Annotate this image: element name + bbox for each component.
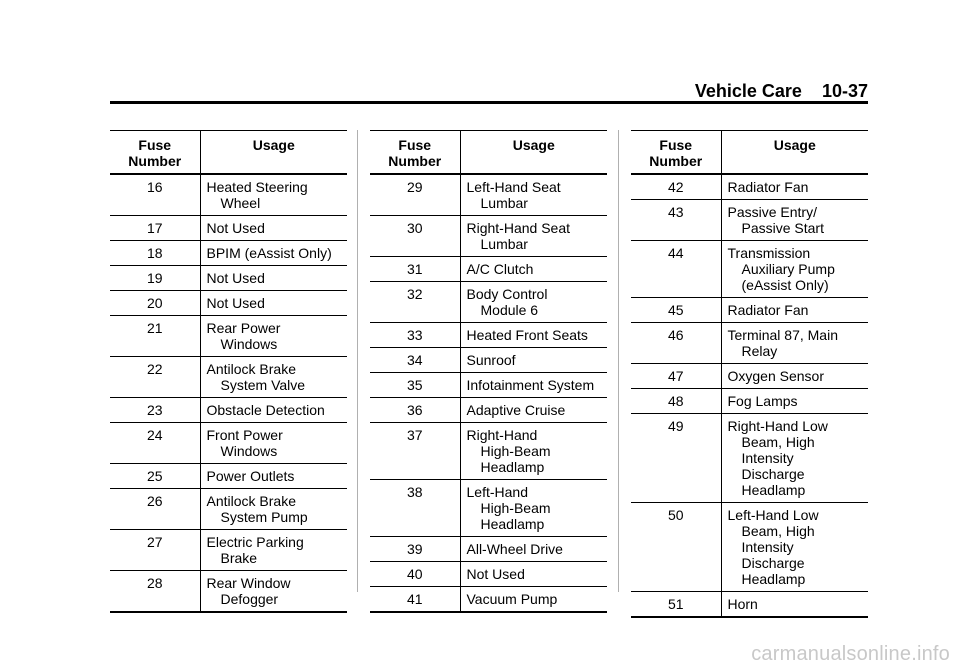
usage-line: Obstacle Detection: [206, 402, 325, 418]
table-row: [370, 587, 607, 613]
header-usage: Usage: [460, 131, 607, 175]
fuse-number-cell: 50: [631, 503, 721, 592]
usage-cell: [200, 266, 347, 291]
table-body: [631, 174, 868, 617]
fuse-number-cell: 33: [370, 323, 460, 348]
section-title: Vehicle Care: [694, 81, 802, 101]
usage-line: Brake: [220, 550, 258, 566]
page-header-title: [695, 82, 868, 100]
fuse-number-cell: 42: [631, 174, 721, 200]
usage-line: Windows: [220, 443, 278, 459]
fuse-number-cell: 46: [631, 323, 721, 364]
usage-cell: [200, 216, 347, 241]
header-usage: Usage: [721, 131, 868, 175]
usage-cell: [460, 373, 607, 398]
usage-cell: [200, 464, 347, 489]
fuse-number-cell: 48: [631, 389, 721, 414]
usage-cell: [721, 364, 868, 389]
table-body: [110, 174, 347, 612]
usage-line: Left-Hand Seat: [466, 179, 561, 195]
fuse-number-cell: 34: [370, 348, 460, 373]
fuse-number-cell: 20: [110, 291, 200, 316]
table-row: [370, 282, 607, 323]
fuse-number-cell: 28: [110, 571, 200, 613]
usage-line: Electric Parking: [206, 534, 304, 550]
usage-line: High-Beam: [480, 443, 551, 459]
usage-cell: [200, 398, 347, 423]
usage-line: Discharge: [741, 466, 805, 482]
table-row: [370, 562, 607, 587]
table-row: [110, 357, 347, 398]
fuse-number-cell: 24: [110, 423, 200, 464]
fuse-number-cell: 40: [370, 562, 460, 587]
usage-cell: [460, 587, 607, 613]
usage-line: Antilock Brake: [206, 493, 296, 509]
fuse-number-cell: 18: [110, 241, 200, 266]
fuse-number-cell: 44: [631, 241, 721, 298]
header-fuse-number: Fuse Number: [370, 131, 460, 175]
usage-line: Headlamp: [480, 459, 545, 475]
fuse-number-cell: 45: [631, 298, 721, 323]
fuse-number-cell: 38: [370, 480, 460, 537]
header-usage: Usage: [200, 131, 347, 175]
table-row: [110, 489, 347, 530]
fuse-number-cell: 19: [110, 266, 200, 291]
usage-cell: [721, 592, 868, 618]
fuse-number-cell: 37: [370, 423, 460, 480]
page-number: 10-37: [821, 81, 868, 101]
table-row: [370, 398, 607, 423]
table-row: [631, 323, 868, 364]
usage-cell: [721, 389, 868, 414]
table-row: [110, 464, 347, 489]
usage-line: Right-Hand Seat: [466, 220, 571, 236]
table-row: [370, 216, 607, 257]
usage-line: A/C Clutch: [466, 261, 534, 277]
column-divider: [618, 130, 619, 592]
fuse-number-cell: 49: [631, 414, 721, 503]
usage-cell: [200, 241, 347, 266]
usage-line: Oxygen Sensor: [727, 368, 824, 384]
usage-cell: [721, 414, 868, 503]
usage-line: Vacuum Pump: [466, 591, 558, 607]
fuse-number-cell: 27: [110, 530, 200, 571]
usage-cell: [200, 316, 347, 357]
table-row: [110, 291, 347, 316]
usage-line: Passive Start: [741, 220, 824, 236]
table-row: [370, 373, 607, 398]
table-row: [370, 423, 607, 480]
usage-cell: [200, 174, 347, 216]
usage-cell: [460, 257, 607, 282]
usage-line: Not Used: [206, 295, 265, 311]
fuse-number-cell: 23: [110, 398, 200, 423]
usage-cell: [721, 298, 868, 323]
usage-line: Antilock Brake: [206, 361, 296, 377]
table-header-row: [110, 131, 347, 175]
usage-line: Right-Hand: [466, 427, 538, 443]
usage-line: Lumbar: [480, 236, 528, 252]
table-row: [631, 414, 868, 503]
table-row: [631, 364, 868, 389]
table-row: [631, 592, 868, 618]
usage-cell: [460, 323, 607, 348]
usage-cell: [200, 571, 347, 613]
usage-line: Rear Power: [206, 320, 281, 336]
table-row: [631, 174, 868, 200]
usage-line: Lumbar: [480, 195, 528, 211]
table-row: [370, 348, 607, 373]
table-row: [370, 257, 607, 282]
fuse-number-cell: 39: [370, 537, 460, 562]
page-header: [110, 82, 868, 104]
usage-line: Sunroof: [466, 352, 516, 368]
usage-line: Headlamp: [741, 482, 806, 498]
usage-line: Radiator Fan: [727, 179, 809, 195]
usage-line: Headlamp: [480, 516, 545, 532]
fuse-number-cell: 16: [110, 174, 200, 216]
table-row: [110, 571, 347, 613]
usage-cell: [460, 174, 607, 216]
fuse-number-cell: 21: [110, 316, 200, 357]
table-row: [110, 423, 347, 464]
usage-line: Left-Hand Low: [727, 507, 819, 523]
table-row: [631, 389, 868, 414]
table-row: [370, 480, 607, 537]
usage-cell: [460, 562, 607, 587]
fuse-number-cell: 31: [370, 257, 460, 282]
fuse-number-cell: 32: [370, 282, 460, 323]
fuse-table: [110, 130, 347, 613]
usage-line: High-Beam: [480, 500, 551, 516]
usage-line: Transmission: [727, 245, 811, 261]
usage-line: System Pump: [220, 509, 308, 525]
table-row: [110, 398, 347, 423]
fuse-number-cell: 25: [110, 464, 200, 489]
usage-cell: [721, 200, 868, 241]
table-row: [631, 503, 868, 592]
usage-line: Not Used: [206, 220, 265, 236]
usage-cell: [200, 489, 347, 530]
usage-cell: [721, 174, 868, 200]
usage-line: Radiator Fan: [727, 302, 809, 318]
usage-line: Rear Window: [206, 575, 291, 591]
usage-line: All-Wheel Drive: [466, 541, 563, 557]
table-row: [110, 174, 347, 216]
fuse-number-cell: 26: [110, 489, 200, 530]
fuse-number-cell: 29: [370, 174, 460, 216]
table-row: [110, 530, 347, 571]
usage-cell: [200, 530, 347, 571]
usage-cell: [460, 398, 607, 423]
table-header-row: [370, 131, 607, 175]
usage-cell: [721, 503, 868, 592]
usage-cell: [460, 423, 607, 480]
usage-line: BPIM (eAssist Only): [206, 245, 332, 261]
usage-line: Body Control: [466, 286, 548, 302]
usage-line: Not Used: [466, 566, 525, 582]
watermark: carmanualsonline.info: [751, 643, 950, 665]
usage-line: Adaptive Cruise: [466, 402, 566, 418]
fuse-number-cell: 30: [370, 216, 460, 257]
table-row: [370, 537, 607, 562]
table-row: [631, 200, 868, 241]
fuse-number-cell: 17: [110, 216, 200, 241]
fuse-number-cell: 22: [110, 357, 200, 398]
usage-line: Windows: [220, 336, 278, 352]
fuse-number-cell: 47: [631, 364, 721, 389]
fuse-number-cell: 41: [370, 587, 460, 613]
fuse-number-cell: 43: [631, 200, 721, 241]
usage-line: Discharge: [741, 555, 805, 571]
table-header-row: [631, 131, 868, 175]
fuse-number-cell: 36: [370, 398, 460, 423]
usage-cell: [721, 323, 868, 364]
header-fuse-number: Fuse Number: [631, 131, 721, 175]
table-row: [110, 216, 347, 241]
usage-line: Left-Hand: [466, 484, 528, 500]
usage-line: Power Outlets: [206, 468, 295, 484]
table-row: [110, 241, 347, 266]
usage-cell: [200, 291, 347, 316]
usage-line: Heated Steering: [206, 179, 308, 195]
usage-line: Right-Hand Low: [727, 418, 828, 434]
fuse-number-cell: 51: [631, 592, 721, 618]
table-row: [631, 241, 868, 298]
fuse-number-cell: 35: [370, 373, 460, 398]
usage-line: Horn: [727, 596, 758, 612]
usage-line: Not Used: [206, 270, 265, 286]
usage-cell: [460, 282, 607, 323]
usage-line: (eAssist Only): [741, 277, 829, 293]
usage-line: Beam, High Intensity: [741, 434, 815, 466]
usage-line: Passive Entry/: [727, 204, 817, 220]
table-row: [370, 323, 607, 348]
usage-cell: [721, 241, 868, 298]
usage-cell: [460, 537, 607, 562]
table-row: [370, 174, 607, 216]
fuse-table: [631, 130, 868, 618]
usage-line: Wheel: [220, 195, 261, 211]
column-divider: [357, 130, 358, 592]
table-body: [370, 174, 607, 612]
table-row: [631, 298, 868, 323]
table-row: [110, 266, 347, 291]
usage-cell: [460, 480, 607, 537]
usage-line: Headlamp: [741, 571, 806, 587]
usage-line: Defogger: [220, 591, 279, 607]
usage-line: Relay: [741, 343, 778, 359]
usage-line: Module 6: [480, 302, 539, 318]
usage-line: Beam, High Intensity: [741, 523, 815, 555]
usage-line: Terminal 87, Main: [727, 327, 838, 343]
usage-cell: [200, 423, 347, 464]
usage-cell: [460, 348, 607, 373]
usage-cell: [460, 216, 607, 257]
usage-line: Auxiliary Pump: [741, 261, 835, 277]
usage-cell: [200, 357, 347, 398]
usage-line: Front Power: [206, 427, 283, 443]
header-fuse-number: Fuse Number: [110, 131, 200, 175]
table-row: [110, 316, 347, 357]
fuse-table: [370, 130, 607, 613]
usage-line: Fog Lamps: [727, 393, 798, 409]
usage-line: Heated Front Seats: [466, 327, 588, 343]
usage-line: Infotainment System: [466, 377, 595, 393]
usage-line: System Valve: [220, 377, 306, 393]
